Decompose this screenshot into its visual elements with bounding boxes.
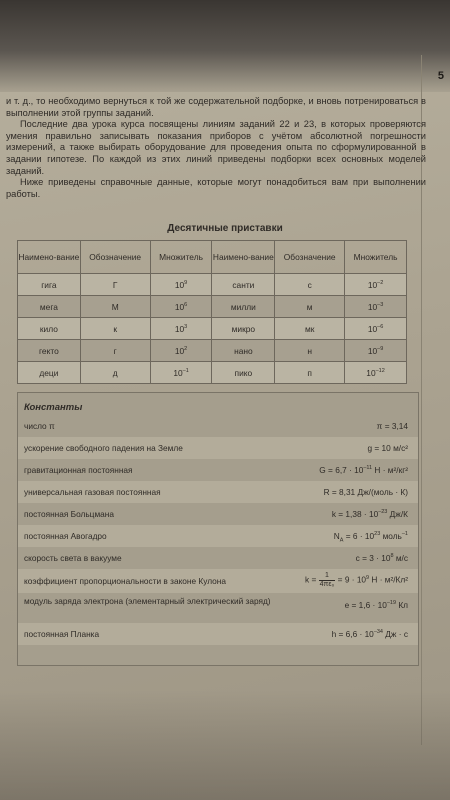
page-bottom-shadow (0, 690, 450, 800)
prefix-symbol: М (80, 296, 150, 318)
prefix-symbol: мк (275, 318, 345, 340)
constant-value: $N_А = 6 \cdot 10^{23}$ моль$^{-1}$ (333, 531, 408, 544)
decimal-prefix-table (17, 240, 407, 384)
constant-row-g (18, 437, 418, 459)
intro-paragraph-3: Ниже приведены справочные данные, которые могут понадобиться вам при выполнении работы. (6, 177, 426, 199)
prefix-multiplier: $10^{-6}$ (345, 318, 407, 340)
prefix-name: кило (18, 318, 81, 340)
prefix-name: санти (212, 274, 275, 296)
prefix-symbol: г (80, 340, 150, 362)
constant-value: $c = 3 \cdot 10^8$ м/с (355, 553, 408, 563)
constant-name: универсальная газовая постоянная (24, 487, 161, 497)
prefix-multiplier: $10^{-12}$ (345, 362, 407, 384)
constants-box (17, 392, 419, 666)
constant-value: $e = 1,6 \cdot 10^{-19}$ Кл (344, 600, 408, 610)
prefix-multiplier: $10^{-2}$ (345, 274, 407, 296)
constant-name: постоянная Планка (24, 629, 100, 639)
header-multiplier-1: Множитель (150, 241, 212, 274)
prefix-name: мега (18, 296, 81, 318)
prefix-symbol: м (275, 296, 345, 318)
prefix-name: нано (212, 340, 275, 362)
table-row (18, 274, 407, 296)
table-row (18, 318, 407, 340)
prefix-multiplier: $10^6$ (150, 296, 212, 318)
prefix-multiplier: $10^{-1}$ (150, 362, 212, 384)
prefix-name: гекто (18, 340, 81, 362)
prefix-symbol: н (275, 340, 345, 362)
constant-value: π = 3,14 (376, 421, 408, 431)
constant-value: $k = 1,38 \cdot 10^{-23}$ Дж/К (331, 509, 408, 519)
intro-paragraph-1: и т. д., то необходимо вернуться к той же содержательной подборке, и вновь потренироваться в выполнении этой группы заданий. (6, 96, 426, 118)
constant-value: $h = 6,6 \cdot 10^{-34}$ Дж · с (331, 629, 408, 639)
constant-name: ускорение свободного падения на Земле (24, 443, 183, 453)
prefix-multiplier: $10^{-9}$ (345, 340, 407, 362)
fraction: $\frac{1}{\text{4πε₀}}$ (319, 572, 335, 588)
prefix-name: деци (18, 362, 81, 384)
constant-row-pi (18, 415, 418, 437)
constants-title: Константы (24, 402, 83, 413)
constant-row-avogadro (18, 525, 418, 547)
header-multiplier-2: Множитель (345, 241, 407, 274)
prefix-multiplier: $10^9$ (150, 274, 212, 296)
header-name-2: Наимено-вание (212, 241, 275, 274)
constant-name: постоянная Больцмана (24, 509, 114, 519)
constant-name: скорость света в вакууме (24, 553, 122, 563)
prefix-symbol: с (275, 274, 345, 296)
constant-name: постоянная Авогадро (24, 531, 107, 541)
table-row (18, 340, 407, 362)
constant-value: g = 10 м/с² (367, 443, 408, 453)
constant-value: R = 8,31 Дж/(моль · К) (323, 487, 408, 497)
constant-name: число π (24, 421, 55, 431)
prefix-symbol: п (275, 362, 345, 384)
constant-name: гравитационная постоянная (24, 465, 133, 475)
table-row (18, 296, 407, 318)
intro-paragraph-2: Последние два урока курса посвящены линиям заданий 22 и 23, в которых проверяются умения правильно записывать показания приборов с учётом абсолютной погрешности измерений, а также выбирать оборудование для проведения опыта по сформулированной в задании гипотезе. По каждой из этих линий приведены подборки всех основных моделей заданий. (6, 119, 426, 176)
constant-row-gravitational (18, 459, 418, 481)
prefix-name: гига (18, 274, 81, 296)
constant-name: коэффициент пропорциональности в законе Кулона (24, 576, 226, 586)
constant-row-planck (18, 623, 418, 645)
constant-value: $G = 6,7 \cdot 10^{-11}$ Н · м²/кг² (319, 465, 408, 475)
header-symbol-2: Обозначение (275, 241, 345, 274)
page-top-shadow (0, 0, 450, 92)
table-header-row (18, 241, 407, 274)
page-number: 5 (437, 70, 444, 82)
header-name-1: Наимено-вание (18, 241, 81, 274)
prefix-table-title: Десятичные приставки (167, 223, 283, 234)
prefix-symbol: д (80, 362, 150, 384)
prefix-name: пико (212, 362, 275, 384)
prefix-multiplier: $10^2$ (150, 340, 212, 362)
prefix-name: милли (212, 296, 275, 318)
prefix-name: микро (212, 318, 275, 340)
constant-value: k = $\frac{1}{\text{4πε₀}}$ = $9 \cdot 10^9$ Н · м²/Кл² (305, 572, 408, 588)
constant-name: модуль заряда электрона (элементарный электрический заряд) (24, 596, 271, 606)
constant-row-boltzmann (18, 503, 418, 525)
header-symbol-1: Обозначение (80, 241, 150, 274)
prefix-symbol: к (80, 318, 150, 340)
constant-row-electron (18, 593, 418, 623)
intro-text (6, 96, 426, 200)
prefix-multiplier: $10^{-3}$ (345, 296, 407, 318)
prefix-symbol: Г (80, 274, 150, 296)
table-row (18, 362, 407, 384)
constant-row-coulomb (18, 569, 418, 593)
prefix-multiplier: $10^3$ (150, 318, 212, 340)
constant-row-gas (18, 481, 418, 503)
constant-row-light-speed (18, 547, 418, 569)
